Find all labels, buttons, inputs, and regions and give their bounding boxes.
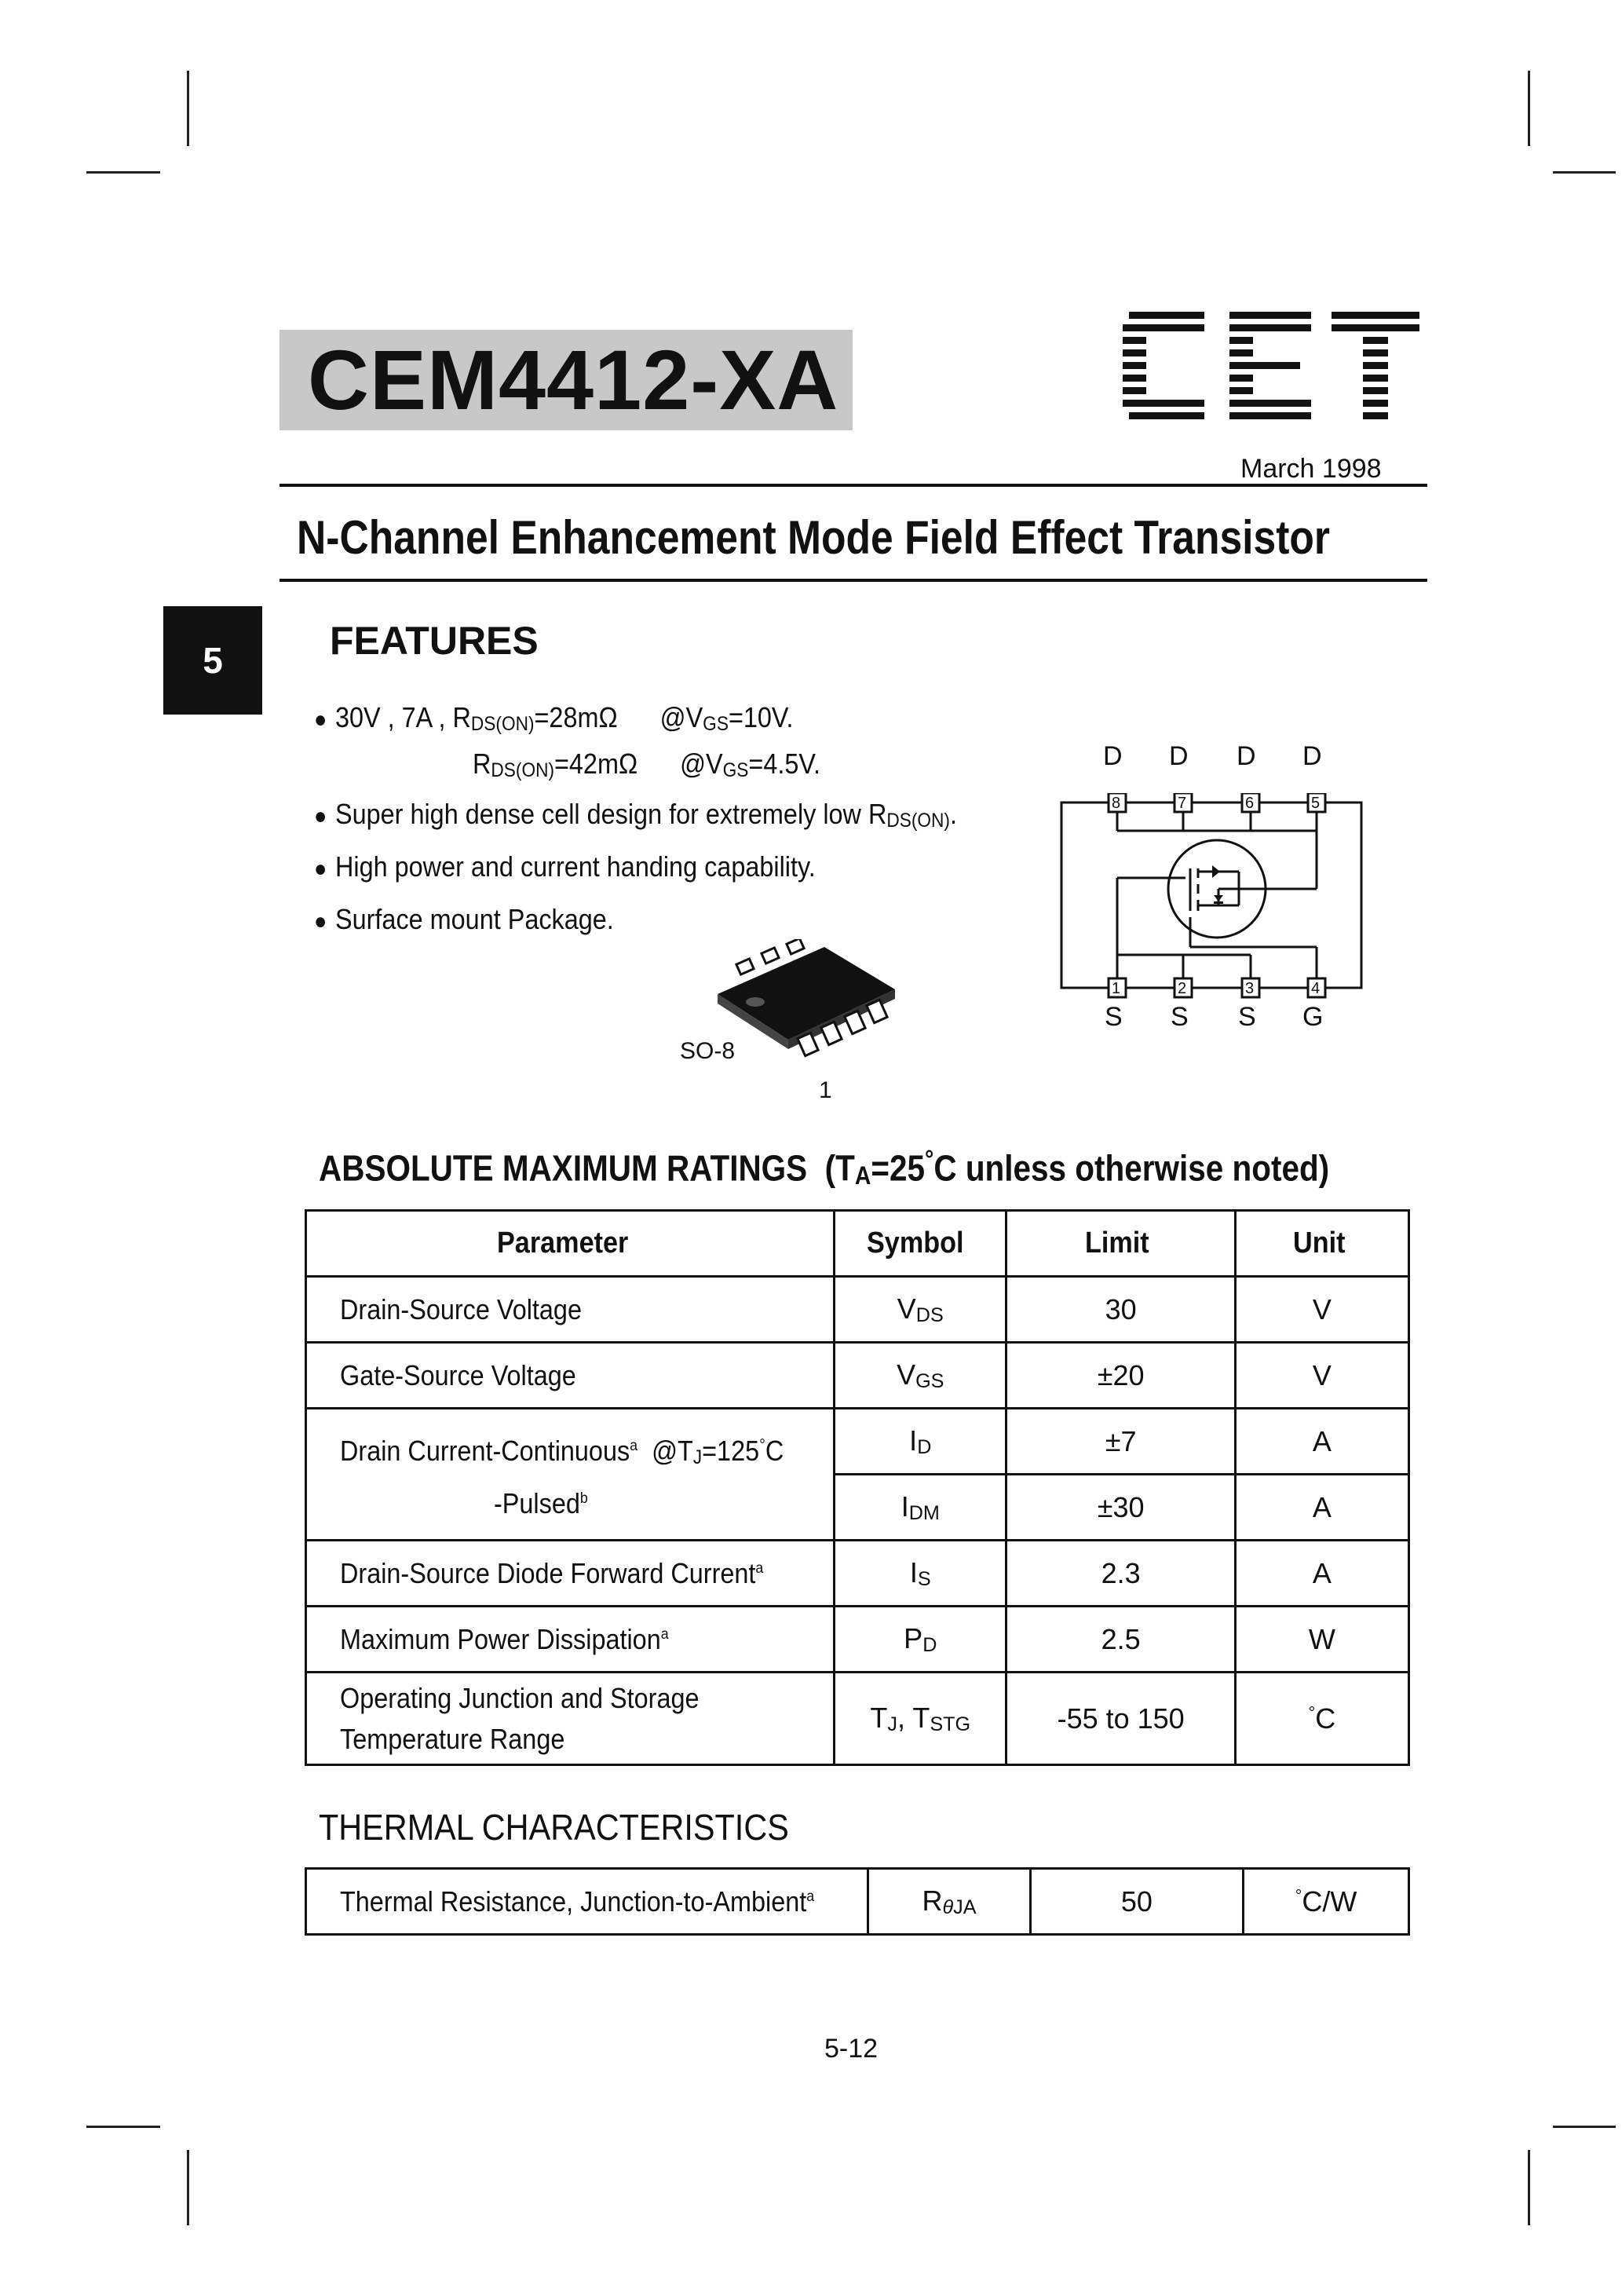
cet-logo xyxy=(1123,310,1421,428)
header-rule xyxy=(279,484,1427,487)
pin-letter: S xyxy=(1105,1002,1123,1032)
pin-letter: D xyxy=(1169,741,1189,771)
package-label: SO-8 xyxy=(680,1038,736,1064)
table-row: Maximum Power Dissipation$^a$ $P_D$ 2.5 W xyxy=(306,1607,1409,1673)
feature-item: ● Surface mount Package. xyxy=(314,903,614,935)
thermal-heading: THERMAL CHARACTERISTICS xyxy=(319,1807,789,1848)
so8-package-icon xyxy=(707,939,911,1065)
feature-item: ● Super high dense cell design for extremely low $R_{DS(ON)}$. xyxy=(314,798,957,832)
table-row: Operating Junction and Storage Temperature Range $T_J$, $T_{STG}$ -55 to 150 °C xyxy=(306,1673,1409,1765)
pin1-label: 1 xyxy=(819,1077,832,1103)
amr-heading: ABSOLUTE MAXIMUM RATINGS ($T_A=25^\circ C$ unless otherwise noted) xyxy=(319,1145,1330,1190)
pin-number: 2 xyxy=(1178,980,1187,997)
bullet-icon: ● xyxy=(314,909,327,934)
pin-number: 6 xyxy=(1245,795,1255,812)
page-number: 5-12 xyxy=(824,2034,879,2064)
table-row: Drain-Source Voltage $V_{DS}$ 30 V xyxy=(306,1277,1409,1343)
part-number-title: CEM4412-XA xyxy=(308,332,839,427)
crop-mark xyxy=(187,71,189,146)
pin-number: 5 xyxy=(1311,795,1321,812)
table-row: Drain-Source Diode Forward Current$^a$ $I_S$ 2.3 A xyxy=(306,1541,1409,1607)
crop-mark xyxy=(1528,71,1530,146)
pin-number: 3 xyxy=(1245,980,1255,997)
column-header: Symbol xyxy=(835,1211,1006,1277)
crop-mark xyxy=(1553,2126,1616,2128)
pin-letter: S xyxy=(1171,1002,1189,1032)
crop-mark xyxy=(1528,2150,1530,2225)
pin-number: 7 xyxy=(1178,795,1187,812)
pinout-diagram xyxy=(1060,793,1374,1005)
table-row: $I_{DM}$ ±30 A xyxy=(306,1475,1409,1541)
column-header: Unit xyxy=(1235,1211,1408,1277)
pin-letter: G xyxy=(1302,1002,1324,1032)
crop-mark xyxy=(187,2150,189,2225)
bullet-icon: ● xyxy=(314,707,327,733)
pin-number: 8 xyxy=(1112,795,1121,812)
section-tab: 5 xyxy=(163,606,262,715)
table-row: Gate-Source Voltage $V_{GS}$ ±20 V xyxy=(306,1343,1409,1409)
pin-letter: D xyxy=(1237,741,1256,771)
features-heading: FEATURES xyxy=(330,619,539,663)
crop-mark xyxy=(86,2126,160,2128)
thermal-table xyxy=(305,1867,1410,1936)
bullet-icon: ● xyxy=(314,856,327,882)
column-header: Parameter xyxy=(306,1211,835,1277)
table-row: Thermal Resistance, Junction-to-Ambient$^a$ $R_{\theta JA}$ 50 °C/W xyxy=(306,1869,1409,1935)
pin-letter: D xyxy=(1302,741,1322,771)
table-row: Drain Current-Continuous$^a$ $@T_J=125^\circ C$ -Pulsed$^b$ $I_D$ ±7 A xyxy=(306,1409,1409,1475)
feature-item-continued: $R_{DS(ON)}=42m\Omega$ $@V_{GS}=4.5V$. xyxy=(473,748,821,781)
crop-mark xyxy=(86,171,160,174)
feature-item: ● High power and current handing capability. xyxy=(314,850,816,883)
page-subtitle: N-Channel Enhancement Mode Field Effect Transistor xyxy=(297,511,1331,564)
pin-number: 4 xyxy=(1311,980,1321,997)
document-date: March 1998 xyxy=(1240,454,1382,484)
amr-table xyxy=(305,1209,1410,1766)
feature-item: ● 30V , 7A , $R_{DS(ON)}=28m\Omega$ $@V_{GS}=10V$. xyxy=(314,701,794,735)
pin-number: 1 xyxy=(1112,980,1121,997)
crop-mark xyxy=(1553,171,1616,174)
pin-letter: S xyxy=(1238,1002,1256,1032)
column-header: Limit xyxy=(1006,1211,1235,1277)
bullet-icon: ● xyxy=(314,803,327,829)
table-header-row xyxy=(306,1211,1409,1277)
subtitle-rule xyxy=(279,579,1427,582)
pin-letter: D xyxy=(1103,741,1123,771)
